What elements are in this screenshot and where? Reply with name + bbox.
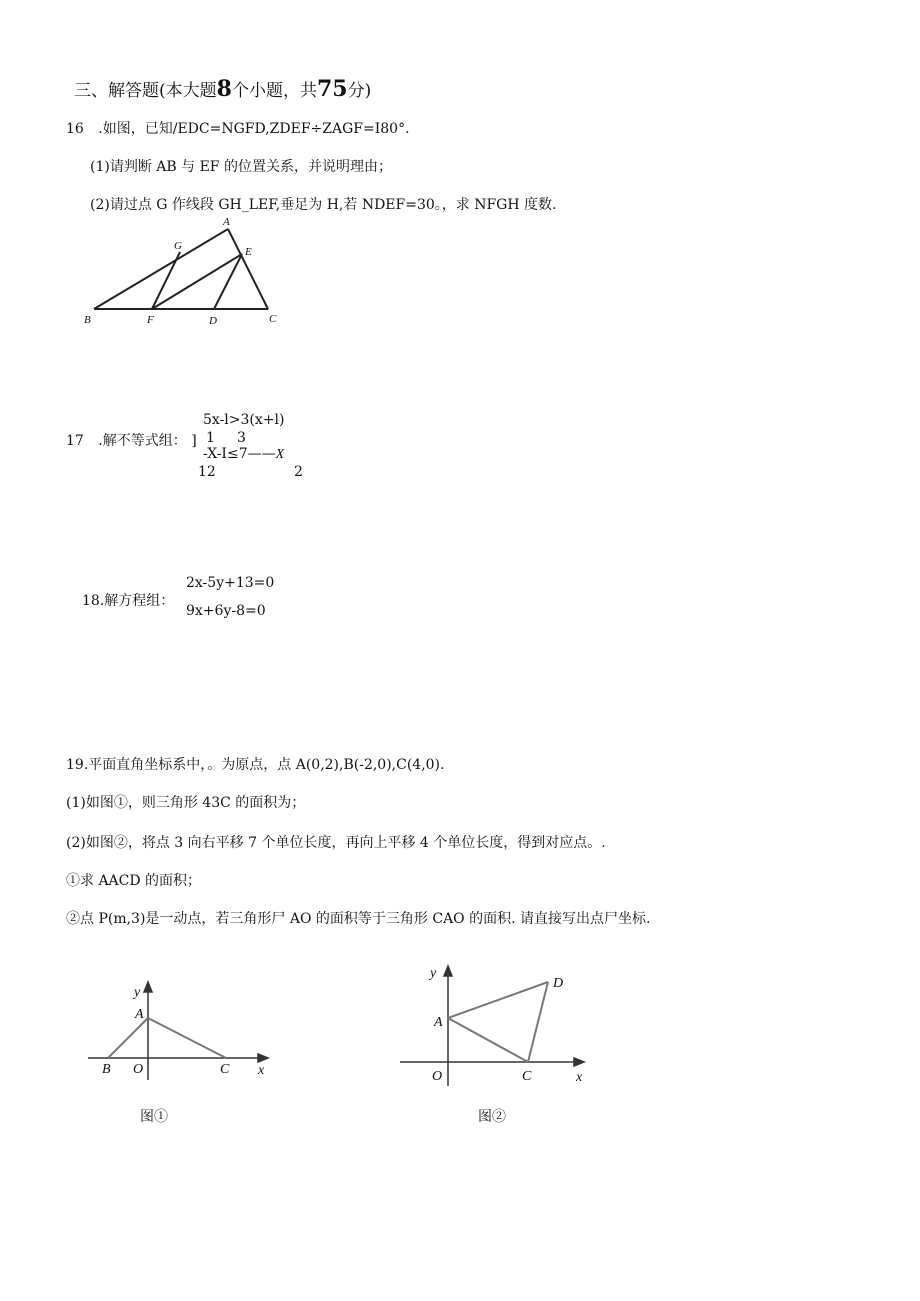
fig2-label-c: C [522, 1069, 532, 1084]
segment-ac [448, 1018, 528, 1062]
q18-label: 18.解方程组： [82, 593, 175, 609]
section-question-count: 8 [216, 76, 232, 102]
q18-eq1: 2x-5y+13=0 [186, 575, 275, 591]
q19-figure-2 [398, 960, 590, 1088]
fig2-label-a: A [434, 1015, 443, 1030]
fig2-label-o: O [432, 1069, 443, 1084]
fig1-label-o: O [133, 1062, 144, 1077]
label-b: B [84, 314, 91, 326]
fig2-label-y: y [430, 966, 437, 981]
fig1-label-x: x [258, 1063, 265, 1078]
segment-ba [108, 1018, 148, 1058]
line-ba [94, 229, 228, 309]
q17-number: 17 [66, 433, 84, 449]
q16-stem: .如图，已知/EDC=NGFD,ZDEF÷ZAGF=I80°. [98, 121, 410, 137]
q18-eq2: 9x+6y-8=0 [186, 603, 266, 619]
section-points: 75 [316, 76, 348, 102]
q16-stem-line [66, 118, 410, 138]
q19-part1: (1)如图①，则三角形 43C 的面积为； [66, 795, 306, 811]
q17-ineq2 [203, 446, 284, 463]
q17-bracket: ] [191, 433, 197, 449]
q17-frac-den2: 2 [294, 464, 303, 480]
label-e: E [245, 246, 252, 258]
q17-ineq2-text: -X-I≤7—— [203, 446, 276, 462]
q19-sub1: ①求 AACD 的面积； [66, 873, 202, 889]
fig1-label-b: B [102, 1062, 111, 1077]
y-axis-arrow-icon [444, 966, 452, 976]
q17-stem-line [66, 430, 197, 450]
segment-ac [148, 1018, 226, 1058]
section-title [74, 76, 371, 102]
fig2-label-x: x [576, 1070, 583, 1085]
q19-fig1-caption: 图① [140, 1109, 168, 1125]
q19-part2: (2)如图②，将点 3 向右平移 7 个单位长度，再向上平移 4 个单位长度，得到对应点。. [66, 835, 606, 851]
label-f: F [147, 314, 154, 326]
label-d: D [209, 315, 217, 327]
q17-stem: .解不等式组： [98, 433, 187, 449]
label-g: G [174, 240, 182, 252]
section-title-suffix: 分) [347, 81, 372, 101]
fig1-label-c: C [220, 1062, 230, 1077]
segment-dc [528, 982, 548, 1062]
section-title-prefix: 三、解答题(本大题 [74, 81, 217, 101]
fig1-label-y: y [134, 985, 141, 1000]
q17-ineq2-x: X [275, 447, 285, 462]
q17-frac-num1: 1 [206, 430, 215, 446]
q19-fig2-caption: 图② [478, 1109, 506, 1125]
q19-figure-1 [86, 976, 276, 1082]
fig2-label-d: D [553, 976, 564, 991]
x-axis-arrow-icon [258, 1054, 268, 1062]
q17-frac-den1: 12 [198, 464, 216, 480]
section-title-middle: 个小题，共 [231, 81, 317, 101]
fig1-label-a: A [135, 1007, 144, 1022]
label-c: C [269, 313, 277, 325]
q19-sub2: ②点 P(m,3)是一动点，若三角形尸 AO 的面积等于三角形 CAO 的面积. 请直接写出点尸坐标. [66, 911, 651, 927]
q19-stem: 19.平面直角坐标系中，。为原点，点 A(0,2),B(-2,0),C(4,0). [66, 757, 445, 773]
label-a: A [223, 216, 230, 228]
y-axis-arrow-icon [144, 982, 152, 992]
q16-triangle-figure [80, 212, 290, 332]
q16-number: 16 [66, 121, 84, 137]
q16-part1: (1)请判断 AB 与 EF 的位置关系，并说明理由； [90, 159, 392, 175]
q17-ineq1: 5x-l>3(x+l) [203, 412, 285, 428]
q16-part2: (2)请过点 G 作线段 GH_LEF,垂足为 H,若 NDEF=30。，求 NFGH 度数. [90, 197, 557, 213]
segment-ad [448, 982, 548, 1018]
q17-frac-num2: 3 [237, 430, 246, 446]
x-axis-arrow-icon [574, 1058, 584, 1066]
